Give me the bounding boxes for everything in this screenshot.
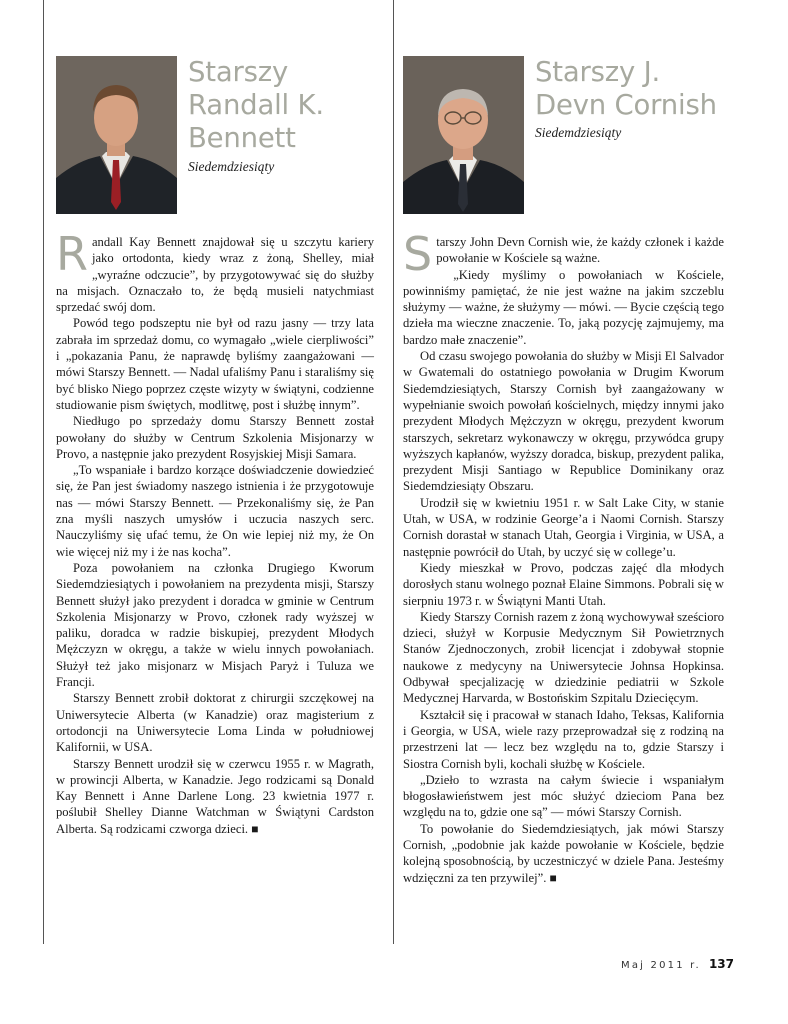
drop-cap: S: [403, 227, 433, 281]
paragraph: „Kiedy myślimy o powołaniach w Kościele, powinniśmy pamiętać, że nie jest ważne na jakim szczeblu służymy — ważne, że służymy — mówi. — Bycie częścią tego dzieła ma wieczne znaczenie. To, jaką pozycję zajmujemy, ma bardzo małe znaczenie”.: [403, 267, 724, 347]
profile-name-devn-cornish: Starszy J. Devn Cornish: [535, 56, 717, 121]
portrait-devn-cornish: [403, 56, 524, 214]
profile-role-randall-bennett: Siedemdziesiąty: [188, 159, 275, 174]
paragraph: Poza powołaniem na członka Drugiego Kworum Siedemdziesiątych i powołaniem na prezydenta misji, Starszy Bennett służył jako prezydent i doradca w gminie w Centrum Szkolenia Misjonarzy w Provo, członek rady wyższej w paliku, doradca w radzie biskupiej, prezydent Młodych Mężczyzn w okręgu, a także w wielu innych powołaniach. Służył też jako misjonarz w Misjach Paryż i Tuluza we Francji.: [56, 560, 374, 690]
paragraph: „To wspaniałe i bardzo korzące doświadczenie dowiedzieć się, że Pan jest świadomy naszego istnienia i że przygotowuje nas — mówi Starszy Bennett. — Przekonaliśmy się, że Pan zna myśli naszych umysłów i uczucia naszych serc. Nauczyliśmy się ufać temu, że On wie lepiej niż my, że On wie więcej niż my i że nas kocha”.: [56, 463, 374, 559]
paragraph: Od czasu swojego powołania do służby w Misji El Salvador w Gwatemali do ostatniego powołania w Drugim Kworum Siedemdziesiątych, Starszy Cornish był zaangażowany w wypełnianie swoich powołań kościelnych, między innymi jako prezydent Młodych Mężczyzn w okręgu, prezydent kworum starszych, sekretarz wykonawczy w okręgu, przywódca grupy wyższych kapłanów, wyższy doradca, biskup, prezydent palika, prezydent Misji Santiago w Republice Dominikany oraz Siedemdziesiąty Obszaru.: [403, 349, 724, 494]
profile-name-randall-bennett: Starszy Randall K. Bennett: [188, 56, 324, 154]
paragraph: [56, 756, 374, 837]
paragraph: Kiedy mieszkał w Provo, podczas zajęć dla młodych dorosłych stanu wolnego poznał Elaine Simmons. Pobrali się w sierpniu 1973 r. w Świątyni Manti Utah.: [403, 560, 724, 608]
column-rule-center: [393, 0, 394, 944]
paragraph: Kształcił się i pracował w stanach Idaho, Teksas, Kalifornia i Georgia, w USA, wiele razy przeprowadzał się z rodziną na przestrzeni lat — lecz bez względu na to, gdzie Starszy i Siostra Cornish byli, kochali służbę w Kościele.: [403, 707, 724, 771]
paragraph: Starszy Bennett zrobił doktorat z chirurgii szczękowej na Uniwersytecie Alberta (w Kanadzie) oraz magisterium z ortodoncji na Uniwersytecie Loma Linda w południowej Kalifornii, w USA.: [56, 691, 374, 755]
profile-role-devn-cornish: Siedemdziesiąty: [535, 125, 622, 140]
page-number: 137: [708, 957, 734, 971]
issue-date: Maj 2011 r.: [621, 960, 701, 971]
paragraph-text: Starszy Bennett urodził się w czerwcu 1955 r. w Magrath, w prowincji Alberta, w Kanadzie. Jego rodzicami są Donald Kay Bennett i Anne Darlene Long. 23 kwietnia 1977 r. poślubił Shelley Dianne Watchman w Świątyni Cardston Alberta. Są rodzicami czworga dzieci.: [56, 756, 374, 836]
paragraph: [403, 227, 724, 281]
paragraph-text: tarszy John Devn Cornish wie, że każdy członek i każde powołanie w Kościele są ważne.: [436, 235, 724, 266]
paragraph: Powód tego podszeptu nie był od razu jasny — trzy lata zabrała im sprzedaż domu, co wymagało „wiele cierpliwości” i „pokazania Panu, że naprawdę byliśmy zaangażowani — mówi Starszy Bennett. — Nadal ufaliśmy Panu i staraliśmy się być blisko Niego poprzez częste wizyty w świątyni, codzienne studiowanie pism świętych, modlitwę, post i służbę innym”.: [56, 316, 374, 412]
end-mark-icon: ■: [251, 821, 259, 836]
paragraph: Urodził się w kwietniu 1951 r. w Salt Lake City, w stanie Utah, w USA, w rodzinie George’a i Naomi Cornish. Starszy Cornish dorastał w stanach Utah, Georgia i Virginia, w USA, a następnie powrócił do Utah, by uczyć się w college’u.: [403, 495, 724, 559]
page-footer: [621, 957, 734, 971]
article-body-devn-cornish: [403, 227, 724, 886]
end-mark-icon: ■: [549, 870, 557, 885]
paragraph: „Dzieło to wzrasta na całym świecie i wspaniałym błogosławieństwem jest móc służyć dzieciom Pana bez względu na to, gdzie one są” — mówi Starszy Cornish.: [403, 772, 724, 820]
paragraph-text: andall Kay Bennett znajdował się u szczytu kariery jako ortodonta, kiedy wraz z żoną, Shelley, miał „wyraźne odczucie”, by przygotowywać się do służby na misjach. Oznaczało to, że będą musieli natychmiast sprzedać swój dom.: [56, 235, 374, 315]
paragraph: Niedługo po sprzedaży domu Starszy Bennett został powołany do służby w Centrum Szkolenia Misjonarzy w Provo, a następnie jako prezydent Rosyjskiej Misji Samara.: [56, 414, 374, 461]
portrait-randall-bennett: [56, 56, 177, 214]
paragraph: [56, 227, 374, 315]
column-rule-left: [43, 0, 44, 944]
paragraph: Kiedy Starszy Cornish razem z żoną wychowywał sześcioro dzieci, służył w Korpusie Medycznym Sił Powietrznych Stanów Zjednoczonych, zrobił licencjat i zdobywał stopnie naukowe z medycyny na Uniwersytecie Johnsa Hopkinsa. Odbywał specjalizację w dziedzinie pediatrii w Szkole Medycznej Harvarda, w Bostońskim Szpitalu Dziecięcym.: [403, 609, 724, 706]
article-body-randall-bennett: [56, 227, 374, 837]
drop-cap: R: [56, 227, 88, 281]
paragraph: [403, 821, 724, 886]
paragraph-text: To powołanie do Siedemdziesiątych, jak mówi Starszy Cornish, „podobnie jak każde powołanie w Kościele, będzie kolejną sposobnością, by uczestniczyć w dziele Pana. Jesteśmy wdzięczni za ten przywilej”.: [403, 821, 724, 885]
